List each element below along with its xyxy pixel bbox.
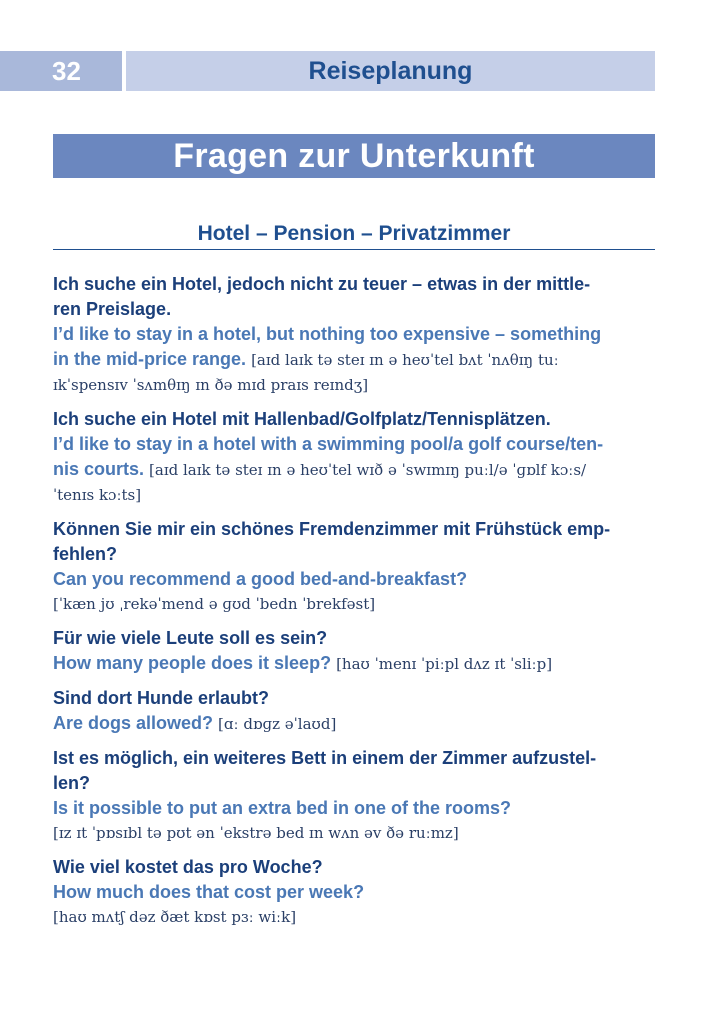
german-line: Ich suche ein Hotel, jedoch nicht zu teuer – etwas in der mittle- — [53, 274, 591, 294]
page-title: Fragen zur Unterkunft — [53, 134, 655, 178]
german-phrase — [53, 517, 658, 567]
german-phrase — [53, 407, 658, 432]
pronunciation: [ˈkæn jʊ ˌrekəˈmend ə ɡʊd ˈbedn ˈbrekfəst] — [53, 595, 376, 613]
english-line: nis courts. — [53, 459, 145, 479]
phrase-entry — [53, 746, 658, 846]
english-line-with-ipa — [53, 711, 658, 737]
pronunciation: [ɑː dɒɡz əˈlaʊd] — [218, 715, 337, 733]
german-phrase — [53, 746, 658, 796]
pronunciation: [haʊ ˈmenɪ ˈpiːpl dʌz ɪt ˈsliːp] — [336, 655, 553, 673]
german-line: Ist es möglich, ein weiteres Bett in einem der Zimmer aufzustel- — [53, 748, 597, 768]
pronunciation: [ɪz ɪt ˈpɒsɪbl tə pʊt ən ˈekstrə bed ɪn wʌn əv ðə ruːmz] — [53, 824, 459, 842]
section-title: Reiseplanung — [126, 51, 655, 91]
german-line: Können Sie mir ein schönes Fremdenzimmer mit Frühstück emp- — [53, 519, 611, 539]
german-phrase — [53, 686, 658, 711]
pronunciation: [haʊ mʌtʃ dəz ðæt kɒst pɜː wiːk] — [53, 908, 297, 926]
german-phrase — [53, 855, 658, 880]
phrase-entry — [53, 517, 658, 617]
english-phrase — [53, 880, 658, 930]
english-line: Are dogs allowed? — [53, 713, 214, 733]
english-line: I’d like to stay in a hotel with a swimming pool/a golf course/ten- — [53, 434, 604, 454]
subheading: Hotel – Pension – Privatzimmer — [53, 222, 655, 250]
english-line: Can you recommend a good bed-and-breakfast? — [53, 569, 468, 589]
english-line: Is it possible to put an extra bed in one of the rooms? — [53, 798, 512, 818]
english-line: I’d like to stay in a hotel, but nothing too expensive – something — [53, 324, 602, 344]
german-phrase — [53, 626, 658, 651]
pronunciation: ɪkˈspensɪv ˈsʌmθɪŋ ɪn ðə mɪd praɪs reɪndʒ] — [53, 376, 369, 394]
english-line: How much does that cost per week? — [53, 882, 365, 902]
english-line: in the mid-price range. — [53, 349, 247, 369]
phrase-entry — [53, 272, 658, 398]
english-phrase — [53, 711, 658, 737]
english-line-with-ipa — [53, 347, 658, 373]
german-line: Sind dort Hunde erlaubt? — [53, 688, 269, 708]
german-line: Ich suche ein Hotel mit Hallenbad/Golfplatz/Tennisplätzen. — [53, 409, 551, 429]
phrase-entry — [53, 407, 658, 508]
german-line: Wie viel kostet das pro Woche? — [53, 857, 323, 877]
phrase-entry — [53, 855, 658, 930]
german-line: len? — [53, 773, 91, 793]
phrase-entry — [53, 686, 658, 737]
english-phrase — [53, 651, 658, 677]
page-number: 32 — [0, 51, 122, 91]
german-line: ren Preislage. — [53, 299, 172, 319]
english-line: How many people does it sleep? — [53, 653, 332, 673]
english-phrase — [53, 432, 658, 508]
english-line-with-ipa — [53, 651, 658, 677]
german-phrase — [53, 272, 658, 322]
pronunciation: [aɪd laɪk tə steɪ ɪn ə heʊˈtel bʌt ˈnʌθɪŋ tuː — [251, 351, 559, 369]
pronunciation: [aɪd laɪk tə steɪ ɪn ə heʊˈtel wɪð ə ˈswɪmɪŋ puːl/ə ˈɡɒlf kɔːs/ — [149, 461, 587, 479]
phrase-list — [53, 272, 658, 939]
phrase-entry — [53, 626, 658, 677]
english-phrase — [53, 322, 658, 398]
german-line: fehlen? — [53, 544, 118, 564]
german-line: Für wie viele Leute soll es sein? — [53, 628, 328, 648]
english-line-with-ipa — [53, 457, 658, 483]
pronunciation: ˈtenɪs kɔːts] — [53, 486, 142, 504]
english-phrase — [53, 567, 658, 617]
english-phrase — [53, 796, 658, 846]
